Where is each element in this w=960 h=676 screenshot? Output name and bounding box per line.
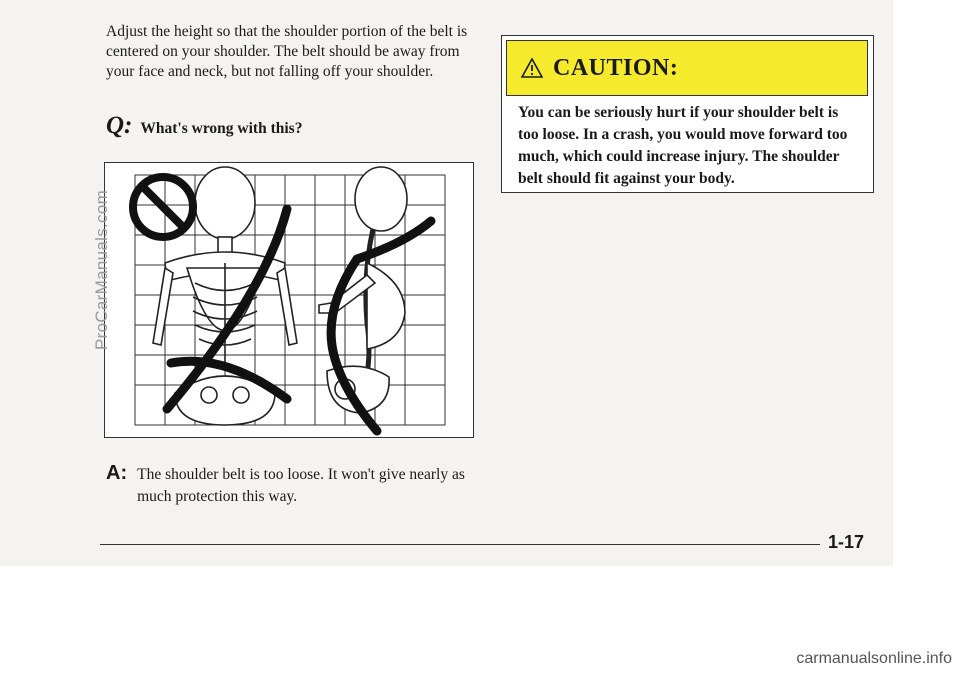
side-watermark: ProCarManuals.com bbox=[92, 189, 111, 350]
seatbelt-illustration bbox=[104, 162, 474, 438]
no-sign-icon bbox=[133, 177, 193, 237]
skeleton-illustration bbox=[105, 163, 475, 439]
question-marker: Q: bbox=[106, 112, 133, 139]
intro-paragraph: Adjust the height so that the shoulder portion of the belt is centered on your shoulder. The belt should be away from your face and neck, but not falling off your shoulder. bbox=[106, 23, 468, 80]
page-number: 1-17 bbox=[828, 532, 865, 552]
caution-title: CAUTION: bbox=[553, 54, 679, 81]
caution-header bbox=[506, 40, 868, 96]
footer-rule bbox=[100, 544, 820, 545]
footer-watermark: carmanualsonline.info bbox=[796, 650, 952, 667]
caution-box bbox=[501, 35, 874, 193]
side-skeleton bbox=[319, 167, 407, 413]
question-text: What's wrong with this? bbox=[140, 120, 303, 137]
warning-triangle-icon bbox=[521, 58, 543, 78]
answer bbox=[106, 462, 478, 508]
question bbox=[106, 112, 302, 140]
caution-text: You can be seriously hurt if your shoulder belt is too loose. In a crash, you would move forward too much, which could increase injury. The shoulder belt should fit against your body. bbox=[518, 104, 848, 187]
answer-text: The shoulder belt is too loose. It won't give nearly as much protection this way. bbox=[137, 466, 465, 505]
answer-marker: A: bbox=[106, 462, 128, 484]
